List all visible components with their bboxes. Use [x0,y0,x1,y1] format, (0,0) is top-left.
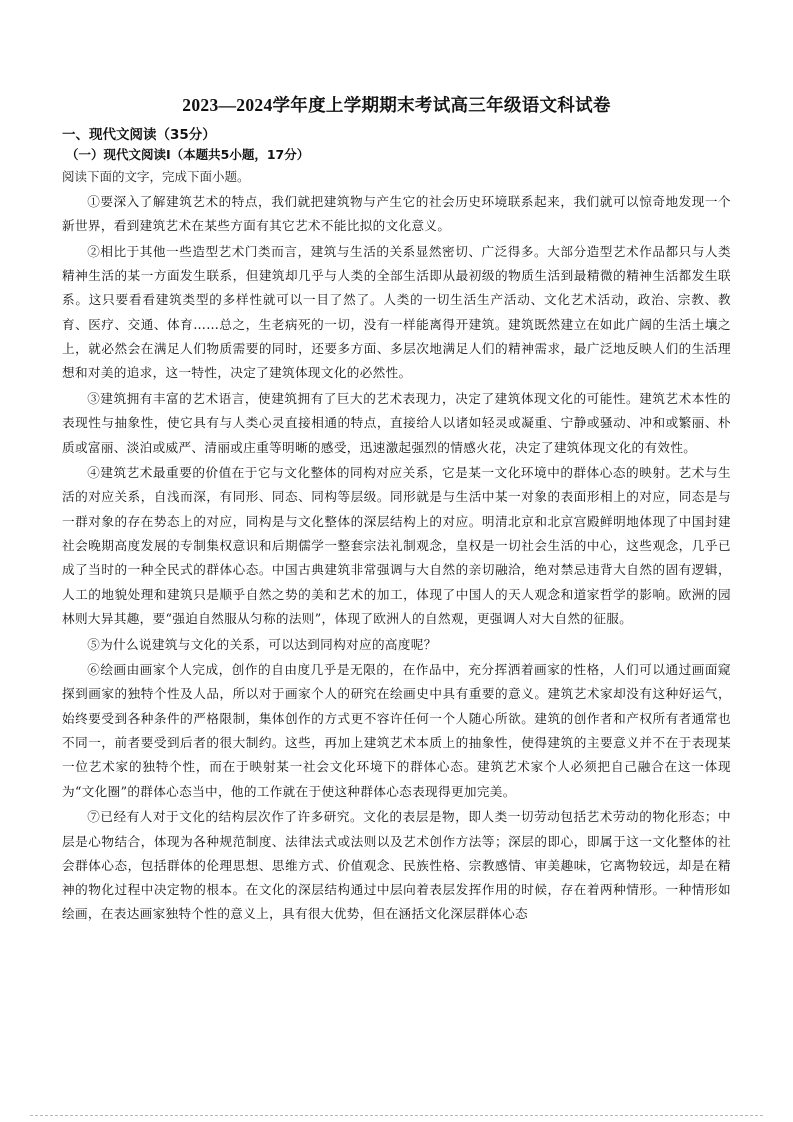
subsection-heading: （一）现代文阅读Ⅰ（本题共5小题，17分） [66,147,310,162]
exam-title: 2023—2024学年度上学期期末考试高三年级语文科试卷 [182,95,611,115]
passage-paragraph-4: ④建筑艺术最重要的价值在于它与文化整体的同构对应关系，它是某一文化环境中的群体心态的映射。艺术与生活的对应关系，自浅而深，有同形、同态、同构等层级。同形就是与生活中某一对象的表面形相上的对应，同态是与一群对象的存在势态上的对应，同构是与文化整体的深层结构上的对应。明清北京和北京宫殿鲜明地体现了中国封建社会晚期高度发展的专制集权意识和后期儒学一整套宗法礼制观念，皇权是一切社会生活的中心，这些观念，几乎已成了当时的一种全民式的群体心态。中国古典建筑非常强调与大自然的亲切融洽，绝对禁忌违背大自然的固有逻辑，人工的地貌处理和建筑只是顺乎自然之势的美和艺术的加工，体现了中国人的天人观念和道家哲学的影响。欧洲的园林则大异其趣，要“强迫自然服从匀称的法则”，体现了欧洲人的自然观，更强调人对大自然的征服。 [62,465,731,626]
passage-paragraph-7: ⑦已经有人对于文化的结构层次作了许多研究。文化的表层是物，即人类一切劳动包括艺术劳动的物化形态；中层是心物结合，体现为各种规范制度、法律法式或法则以及艺术创作方法等；深层的即心，即属于这一文化整体的社会群体心态，包括群体的伦理思想、思维方式、价值观念、民族性格、宗教感情、审美趣味，它离物较远，却是在精神的物化过程中决定物的根本。在文化的深层结构通过中层向着表层发挥作用的时候，存在着两种情形。一种情形如绘画，在表达画家独特个性的意义上，具有很大优势，但在涵括文化深层群体心态 [62,809,731,922]
reading-instruction: 阅读下面的文字，完成下面小题。 [62,169,250,184]
passage-paragraph-6: ⑥绘画由画家个人完成，创作的自由度几乎是无限的，在作品中，充分挥洒着画家的性格，人们可以通过画面窥探到画家的独特个性及人品，所以对于画家个人的研究在绘画史中具有重要的意义。建筑艺术家却没有这种好运气，始终要受到各种条件的严格限制，集体创作的方式更不容许任何一个人随心所欲。建筑的创作者和产权所有者通常也不同一，前者要受到后者的很大制约。这些，再加上建筑艺术本质上的抽象性，使得建筑的主要意义并不在于表现某一位艺术家的独特个性，而在于映射某一社会文化环境下的群体心态。建筑艺术家个人必须把自己融合在这一体现为“文化圈”的群体心态当中，他的工作就在于使这种群体心态表现得更加完美。 [62,662,731,799]
page-bottom-divider [30,1115,763,1116]
passage-paragraph-3: ③建筑拥有丰富的艺术语言，使建筑拥有了巨大的艺术表现力，决定了建筑体现文化的可能性。建筑艺术本性的表现性与抽象性，使它具有与人类心灵直接相通的特点，直接给人以诸如轻灵或凝重、宁静或骚动、冲和或繁丽、朴质或富丽、淡泊或威严、清丽或庄重等明晰的感受，迅速激起强烈的情感火花，决定了建筑体现文化的有效性。 [62,390,731,455]
passage-paragraph-5: ⑤为什么说建筑与文化的关系，可以达到同构对应的高度呢？ [87,636,437,652]
section-heading: 一、现代文阅读（35分） [62,127,216,143]
reading-passage [62,190,731,927]
passage-paragraph-1: ①要深入了解建筑艺术的特点，我们就把建筑物与产生它的社会历史环境联系起来，我们就可以惊奇地发现一个新世界，看到建筑艺术在某些方面有其它艺术不能比拟的文化意义。 [62,194,731,234]
passage-paragraph-2: ②相比于其他一些造型艺术门类而言，建筑与生活的关系显然密切、广泛得多。大部分造型艺术作品都只与人类精神生活的某一方面发生联系，但建筑却几乎与人类的全部生活即从最初级的物质生活到最精微的精神生活都发生联系。这只要看看建筑类型的多样性就可以一目了然了。人类的一切生活生产活动、文化艺术活动，政治、宗教、教育、医疗、交通、体育……总之，生老病死的一切，没有一样能离得开建筑。建筑既然建立在如此广阔的生活土壤之上，就必然会在满足人们物质需要的同时，还要多方面、多层次地满足人们的精神需求，最广泛地反映人们的生活理想和对美的追求，这一特性，决定了建筑体现文化的必然性。 [62,243,731,381]
